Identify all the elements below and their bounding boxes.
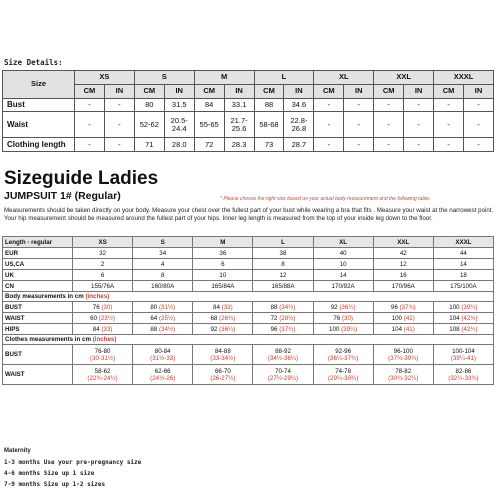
measurement-cell: 28.3 bbox=[224, 138, 254, 152]
measurement-cell: 22.8-26.8 bbox=[284, 112, 314, 138]
body-measurements-section-label bbox=[3, 292, 494, 302]
unit-cm-header: CM bbox=[75, 84, 105, 98]
row-label: UK bbox=[3, 270, 73, 281]
measurement-cell bbox=[193, 324, 253, 335]
size-column-header: XS bbox=[75, 71, 135, 85]
body-measurement-row bbox=[3, 313, 494, 324]
conversion-cell: 18 bbox=[433, 270, 493, 281]
conversion-cell: 175/100A bbox=[433, 281, 493, 292]
cm-value: 84 bbox=[92, 325, 100, 333]
conversion-cell: 38 bbox=[253, 248, 313, 259]
cm-range: 88-92 bbox=[275, 347, 291, 355]
measurement-cell bbox=[373, 345, 433, 365]
measurement-cell: 55-65 bbox=[194, 112, 224, 138]
size-column-header: XXXL bbox=[434, 71, 494, 85]
inch-range: (37¾-39¼) bbox=[388, 354, 419, 362]
measurement-cell bbox=[253, 313, 313, 324]
cm-value: 76 bbox=[333, 314, 341, 322]
inch-value: (26¾) bbox=[219, 314, 236, 322]
measurement-cell: - bbox=[104, 112, 134, 138]
measurement-cell: - bbox=[434, 112, 464, 138]
size-column-header: XXL bbox=[373, 237, 433, 248]
inch-range: (30-31½) bbox=[90, 354, 116, 362]
measurement-cell: - bbox=[314, 138, 344, 152]
conversion-cell: 14 bbox=[313, 270, 373, 281]
measurement-cell: - bbox=[344, 98, 374, 112]
measurement-cell bbox=[373, 324, 433, 335]
measurement-cell: - bbox=[463, 112, 493, 138]
size-column-header: M bbox=[194, 71, 254, 85]
measurement-cell bbox=[313, 324, 373, 335]
measurement-cell: 21.7-25.6 bbox=[224, 112, 254, 138]
cm-range: 80-84 bbox=[154, 347, 171, 355]
inch-value: (36¼) bbox=[339, 303, 356, 311]
size-column-header: L bbox=[253, 237, 313, 248]
length-header-label: Length - regular bbox=[3, 237, 73, 248]
section-unit: (inches) bbox=[85, 293, 110, 300]
inch-value: (31½) bbox=[158, 303, 176, 311]
inch-value: (33) bbox=[101, 325, 113, 333]
measurement-cell bbox=[73, 313, 133, 324]
conversion-cell: 42 bbox=[373, 248, 433, 259]
measurement-cell: 80 bbox=[134, 98, 164, 112]
cm-value: 60 bbox=[90, 314, 98, 322]
inch-range: (34½-36¼) bbox=[267, 354, 299, 362]
cm-range: 96-100 bbox=[393, 347, 413, 355]
conversion-row bbox=[3, 281, 494, 292]
cm-value: 100 bbox=[391, 314, 403, 322]
cm-range: 62-66 bbox=[154, 367, 171, 375]
inch-value: (34½) bbox=[158, 325, 176, 333]
size-details-row bbox=[3, 98, 494, 112]
conversion-cell: 10 bbox=[193, 270, 253, 281]
measurement-cell: - bbox=[75, 98, 105, 112]
cm-range: 82-86 bbox=[455, 367, 472, 375]
maternity-line: 7-9 months Size up 1-2 sizes bbox=[4, 481, 106, 488]
conversion-cell: 12 bbox=[373, 259, 433, 270]
unit-in-header: IN bbox=[164, 84, 194, 98]
inch-value: (30) bbox=[101, 303, 113, 311]
measurement-cell: 28.7 bbox=[284, 138, 314, 152]
measurement-cell bbox=[253, 302, 313, 313]
size-guide-header-row bbox=[3, 237, 494, 248]
inch-value: (23½) bbox=[98, 314, 115, 322]
cm-value: 64 bbox=[150, 314, 158, 322]
cm-value: 72 bbox=[270, 314, 278, 322]
section-unit: (inches) bbox=[92, 336, 117, 343]
unit-in-header: IN bbox=[284, 84, 314, 98]
body-measurements-section bbox=[3, 292, 494, 302]
body-measurement-row bbox=[3, 302, 494, 313]
inch-value: (42¾) bbox=[461, 314, 478, 322]
measurement-cell: - bbox=[344, 112, 374, 138]
conversion-cell: 8 bbox=[133, 270, 193, 281]
inch-value: (41) bbox=[403, 325, 415, 333]
row-label: WAIST bbox=[3, 313, 73, 324]
cm-range: 76-80 bbox=[94, 347, 111, 355]
inch-value: (30) bbox=[341, 314, 353, 322]
guide-note: * Please choose the right size based on your actual body measurement and the following table. bbox=[220, 196, 431, 202]
cm-range: 84-88 bbox=[214, 347, 231, 355]
conversion-cell: 6 bbox=[73, 270, 133, 281]
unit-cm-header: CM bbox=[194, 84, 224, 98]
conversion-cell: 165/84A bbox=[193, 281, 253, 292]
measurement-cell bbox=[433, 345, 493, 365]
measurement-cell: 52-62 bbox=[134, 112, 164, 138]
measurement-cell: - bbox=[75, 112, 105, 138]
measurement-cell bbox=[73, 302, 133, 313]
inch-value: (25½) bbox=[158, 314, 176, 322]
unit-cm-header: CM bbox=[314, 84, 344, 98]
maternity-section bbox=[4, 446, 141, 490]
size-column-header: XXXL bbox=[433, 237, 493, 248]
row-label: HIPS bbox=[3, 324, 73, 335]
conversion-cell: 6 bbox=[193, 259, 253, 270]
measurement-cell bbox=[193, 365, 253, 385]
conversion-cell: 14 bbox=[433, 259, 493, 270]
maternity-title: Maternity bbox=[4, 448, 31, 454]
measurement-cell: 72 bbox=[194, 138, 224, 152]
cm-value: 104 bbox=[449, 314, 460, 322]
measurement-cell: - bbox=[404, 138, 434, 152]
measurement-cell bbox=[73, 345, 133, 365]
row-label: Waist bbox=[3, 112, 75, 138]
measurement-cell bbox=[433, 302, 493, 313]
measurement-cell bbox=[193, 302, 253, 313]
size-column-header: XXL bbox=[374, 71, 434, 85]
measurement-cell bbox=[313, 302, 373, 313]
size-header-label: Size bbox=[3, 71, 75, 99]
inch-value: (42½) bbox=[461, 325, 478, 333]
cm-value: 92 bbox=[330, 303, 338, 311]
unit-cm-header: CM bbox=[134, 84, 164, 98]
size-column-header: XS bbox=[73, 237, 133, 248]
unit-in-header: IN bbox=[344, 84, 374, 98]
cm-value: 88 bbox=[150, 325, 158, 333]
measurement-cell: 84 bbox=[194, 98, 224, 112]
guide-instructions: Measurements should be taken directly on your body. Measure your chest over the fullest part of your bust while wearing a bra that fits . Measure your waist at the narrowest point. Your hip measurement should be measured around the fullest part of your hips. Inner leg length is measured from the top of your inside leg down to the floor. bbox=[4, 207, 494, 222]
measurement-cell bbox=[253, 345, 313, 365]
measurement-cell bbox=[373, 313, 433, 324]
conversion-cell: 32 bbox=[73, 248, 133, 259]
size-details-row bbox=[3, 138, 494, 152]
cm-value: 80 bbox=[150, 303, 158, 311]
cm-range: 92-96 bbox=[335, 347, 352, 355]
measurement-cell: - bbox=[104, 98, 134, 112]
size-details-row bbox=[3, 112, 494, 138]
size-column-header: XL bbox=[314, 71, 374, 85]
cm-value: 76 bbox=[92, 303, 100, 311]
size-details-table bbox=[2, 70, 494, 152]
inch-range: (31½-33) bbox=[150, 354, 176, 362]
cm-range: 70-74 bbox=[275, 367, 291, 375]
clothes-measurement-row bbox=[3, 345, 494, 365]
inch-range: (22¾-24½) bbox=[87, 374, 118, 382]
clothes-measurements-section bbox=[3, 335, 494, 345]
measurement-cell bbox=[193, 313, 253, 324]
measurement-cell: - bbox=[463, 98, 493, 112]
measurement-cell bbox=[133, 313, 193, 324]
measurement-cell bbox=[433, 313, 493, 324]
row-label: BUST bbox=[3, 345, 73, 365]
measurement-cell: - bbox=[344, 138, 374, 152]
inch-range: (39¼-41) bbox=[450, 354, 476, 362]
conversion-cell: 4 bbox=[133, 259, 193, 270]
size-column-header: L bbox=[254, 71, 314, 85]
size-guide-table bbox=[2, 236, 494, 385]
inch-range: (24½-26) bbox=[150, 374, 176, 382]
inch-value: (33) bbox=[221, 303, 233, 311]
size-header-row bbox=[3, 71, 494, 85]
section-title: Clothes measurements in cm bbox=[5, 336, 93, 343]
measurement-cell bbox=[133, 302, 193, 313]
measurement-cell: - bbox=[374, 112, 404, 138]
inch-value: (37¾) bbox=[399, 303, 416, 311]
measurement-cell bbox=[133, 345, 193, 365]
cm-range: 78-82 bbox=[395, 367, 412, 375]
row-label: EUR bbox=[3, 248, 73, 259]
row-label: WAIST bbox=[3, 365, 73, 385]
conversion-cell: 170/96A bbox=[373, 281, 433, 292]
measurement-cell: - bbox=[404, 98, 434, 112]
measurement-cell bbox=[433, 365, 493, 385]
measurement-cell bbox=[253, 365, 313, 385]
measurement-cell bbox=[313, 313, 373, 324]
cm-value: 100 bbox=[329, 325, 340, 333]
inch-value: (34½) bbox=[279, 303, 296, 311]
cm-value: 92 bbox=[210, 325, 218, 333]
inch-range: (30¾-32¼) bbox=[388, 374, 419, 382]
guide-title: Sizeguide Ladies bbox=[4, 168, 159, 189]
unit-in-header: IN bbox=[104, 84, 134, 98]
measurement-cell bbox=[253, 324, 313, 335]
maternity-line: 4-6 months Size up 1 size bbox=[4, 470, 95, 477]
measurement-cell: 28.0 bbox=[164, 138, 194, 152]
conversion-cell: 36 bbox=[193, 248, 253, 259]
measurement-cell bbox=[373, 302, 433, 313]
measurement-cell bbox=[133, 324, 193, 335]
cm-value: 84 bbox=[213, 303, 220, 311]
measurement-cell: 34.6 bbox=[284, 98, 314, 112]
measurement-cell bbox=[313, 345, 373, 365]
inch-value: (28½) bbox=[279, 314, 296, 322]
maternity-line: 1-3 months Use your pre-pregnancy size bbox=[4, 459, 142, 466]
row-label: Clothing length bbox=[3, 138, 75, 152]
conversion-cell: 12 bbox=[253, 270, 313, 281]
row-label: Bust bbox=[3, 98, 75, 112]
row-label: US,CA bbox=[3, 259, 73, 270]
measurement-cell: 58-68 bbox=[254, 112, 284, 138]
size-column-header: S bbox=[133, 237, 193, 248]
conversion-cell: 16 bbox=[373, 270, 433, 281]
inch-range: (36¼-37¾) bbox=[327, 354, 359, 362]
inch-range: (26-27½) bbox=[210, 374, 236, 382]
measurement-cell bbox=[193, 345, 253, 365]
cm-value: 96 bbox=[270, 325, 278, 333]
cm-range: 58-62 bbox=[94, 367, 111, 375]
conversion-cell: 160/80A bbox=[133, 281, 193, 292]
inch-value: (36¼) bbox=[219, 325, 236, 333]
conversion-cell: 170/92A bbox=[313, 281, 373, 292]
measurement-cell bbox=[313, 365, 373, 385]
cm-value: 104 bbox=[391, 325, 403, 333]
body-measurement-row bbox=[3, 324, 494, 335]
measurement-cell bbox=[133, 365, 193, 385]
conversion-cell: 8 bbox=[253, 259, 313, 270]
measurement-cell bbox=[373, 365, 433, 385]
measurement-cell: - bbox=[434, 98, 464, 112]
inch-range: (33-34½) bbox=[210, 354, 236, 362]
unit-cm-header: CM bbox=[434, 84, 464, 98]
measurement-cell bbox=[73, 324, 133, 335]
size-column-header: S bbox=[134, 71, 194, 85]
measurement-cell: - bbox=[374, 98, 404, 112]
cm-value: 88 bbox=[270, 303, 278, 311]
conversion-row bbox=[3, 270, 494, 281]
inch-value: (41) bbox=[403, 314, 415, 322]
measurement-cell: - bbox=[314, 98, 344, 112]
measurement-cell: - bbox=[404, 112, 434, 138]
inch-range: (29¼-30¾) bbox=[327, 374, 359, 382]
measurement-cell: - bbox=[463, 138, 493, 152]
conversion-cell: 34 bbox=[133, 248, 193, 259]
conversion-cell: 44 bbox=[433, 248, 493, 259]
guide-subtitle: JUMPSUIT 1# (Regular) bbox=[4, 190, 121, 202]
unit-in-header: IN bbox=[463, 84, 493, 98]
cm-value: 108 bbox=[449, 325, 460, 333]
inch-range: (32¼-33¾) bbox=[448, 374, 479, 382]
measurement-cell: 71 bbox=[134, 138, 164, 152]
cm-value: 100 bbox=[449, 303, 460, 311]
cm-value: 68 bbox=[210, 314, 218, 322]
section-title: Body measurements in cm bbox=[5, 293, 86, 300]
unit-in-header: IN bbox=[224, 84, 254, 98]
measurement-cell bbox=[73, 365, 133, 385]
unit-cm-header: CM bbox=[254, 84, 284, 98]
row-label: CN bbox=[3, 281, 73, 292]
clothes-measurement-row bbox=[3, 365, 494, 385]
size-details-title: Size Details: bbox=[4, 58, 63, 67]
unit-cm-header: CM bbox=[374, 84, 404, 98]
conversion-cell: 165/88A bbox=[253, 281, 313, 292]
measurement-cell: 88 bbox=[254, 98, 284, 112]
conversion-row bbox=[3, 248, 494, 259]
conversion-row bbox=[3, 259, 494, 270]
conversion-cell: 10 bbox=[313, 259, 373, 270]
measurement-cell: - bbox=[374, 138, 404, 152]
measurement-cell: - bbox=[104, 138, 134, 152]
inch-range: (27½-29¼) bbox=[267, 374, 299, 382]
row-label: BUST bbox=[3, 302, 73, 313]
size-column-header: M bbox=[193, 237, 253, 248]
inch-value: (37¾) bbox=[279, 325, 296, 333]
measurement-cell: 33.1 bbox=[224, 98, 254, 112]
measurement-cell: - bbox=[314, 112, 344, 138]
cm-range: 100-104 bbox=[452, 347, 475, 355]
measurement-cell: - bbox=[75, 138, 105, 152]
measurement-cell: - bbox=[434, 138, 464, 152]
inch-value: (39¼) bbox=[461, 303, 478, 311]
measurement-cell: 20.5-24.4 bbox=[164, 112, 194, 138]
conversion-cell: 40 bbox=[313, 248, 373, 259]
conversion-cell: 2 bbox=[73, 259, 133, 270]
unit-header-row bbox=[3, 84, 494, 98]
measurement-cell: 73 bbox=[254, 138, 284, 152]
clothes-measurements-section-label bbox=[3, 335, 494, 345]
size-column-header: XL bbox=[313, 237, 373, 248]
conversion-cell: 155/76A bbox=[73, 281, 133, 292]
cm-range: 74-78 bbox=[335, 367, 352, 375]
inch-value: (39¼) bbox=[341, 325, 358, 333]
measurement-cell: 31.5 bbox=[164, 98, 194, 112]
cm-range: 66-70 bbox=[214, 367, 231, 375]
unit-in-header: IN bbox=[404, 84, 434, 98]
measurement-cell bbox=[433, 324, 493, 335]
cm-value: 96 bbox=[390, 303, 398, 311]
